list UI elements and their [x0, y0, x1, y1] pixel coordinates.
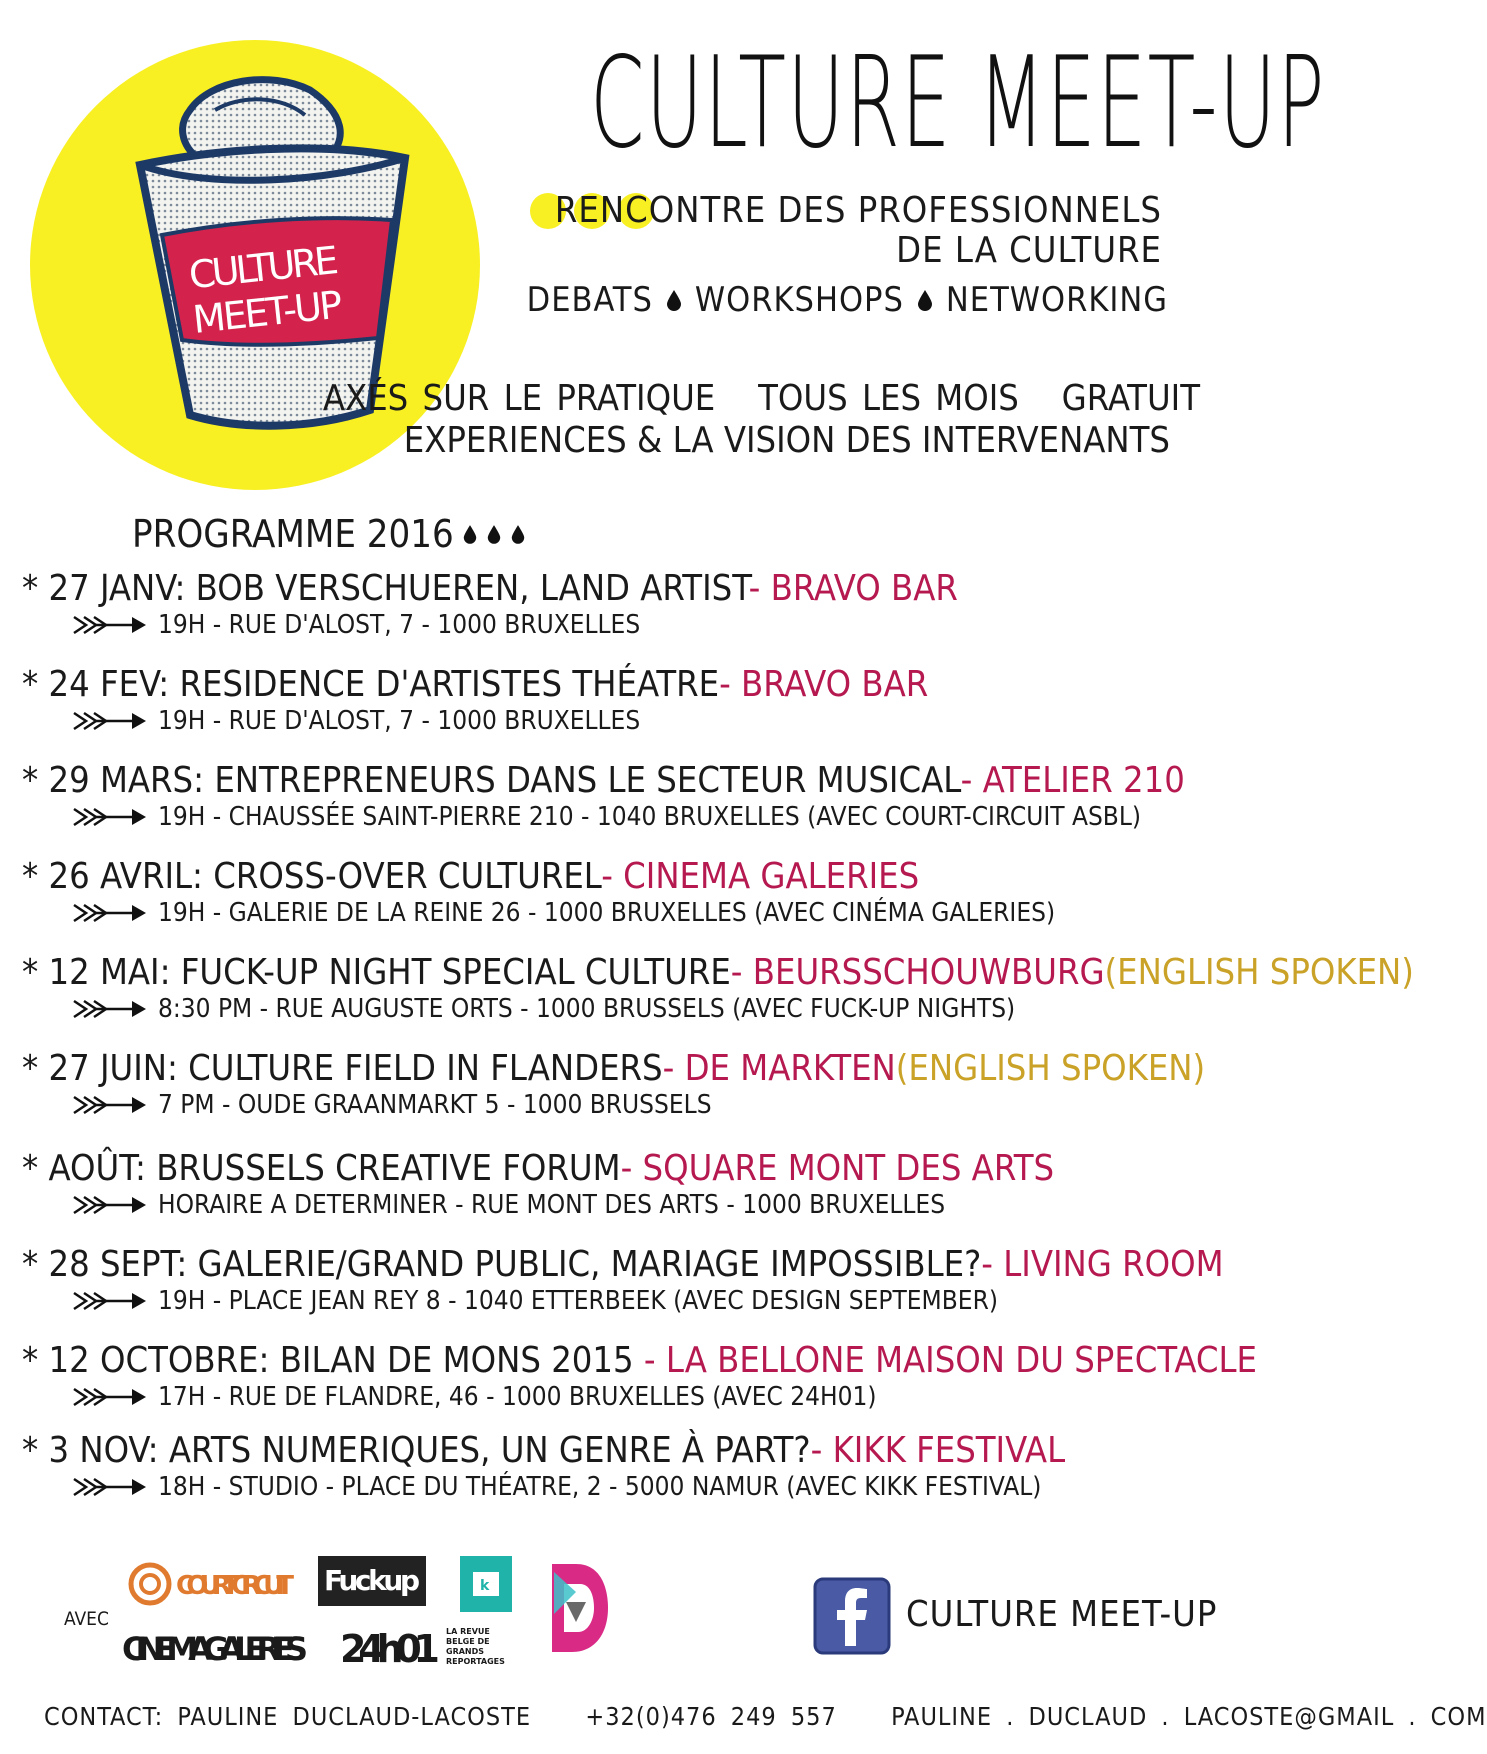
event-venue: - BRAVO BAR: [719, 664, 929, 705]
facebook-page-label[interactable]: CULTURE MEET-UP: [906, 1594, 1218, 1635]
event-item: [22, 568, 1222, 640]
subtitle-line-2: DE LA CULTURE: [896, 230, 1162, 271]
event-language: (ENGLISH SPOKEN): [1104, 952, 1414, 993]
event-title: * 12 OCTOBRE: BILAN DE MONS 2015: [22, 1340, 644, 1381]
event-detail-row: [72, 1472, 1222, 1502]
event-item: [22, 760, 1222, 832]
partners-label: AVEC: [64, 1608, 109, 1630]
features-line-2: EXPERIENCES & LA VISION DES INTERVENANTS: [403, 420, 1170, 461]
pillar-debats: DEBATS: [526, 280, 653, 320]
event-details: 19H - RUE D'ALOST, 7 - 1000 BRUXELLES: [158, 610, 641, 640]
court-circuit-text: COURT CIRCUIT: [176, 1571, 294, 1601]
arrow-icon: [72, 1094, 148, 1116]
svg-text:BELGE DE: BELGE DE: [446, 1637, 490, 1646]
arrow-icon: [72, 1194, 148, 1216]
event-item: [22, 1244, 1222, 1316]
event-heading: [22, 1430, 1222, 1472]
event-title: * 28 SEPT: GALERIE/GRAND PUBLIC, MARIAGE IMPOSSIBLE?: [22, 1244, 982, 1285]
event-title: * AOÛT: BRUSSELS CREATIVE FORUM: [22, 1148, 621, 1189]
event-details: 8:30 PM - RUE AUGUSTE ORTS - 1000 BRUSSELS (AVEC FUCK-UP NIGHTS): [158, 994, 1016, 1024]
event-detail-row: [72, 1382, 1222, 1412]
event-venue: - KIKK FESTIVAL: [810, 1430, 1066, 1471]
event-details: 19H - PLACE JEAN REY 8 - 1040 ETTERBEEK (AVEC DESIGN SEPTEMBER): [158, 1286, 998, 1316]
event-details: 17H - RUE DE FLANDRE, 46 - 1000 BRUXELLES (AVEC 24H01): [158, 1382, 877, 1412]
arrow-icon: [72, 902, 148, 924]
event-heading: [22, 568, 1222, 610]
drop-icon: [510, 522, 526, 546]
event-item: [22, 1340, 1258, 1412]
event-details: 19H - GALERIE DE LA REINE 26 - 1000 BRUXELLES (AVEC CINÉMA GALERIES): [158, 898, 1056, 928]
svg-text:GRANDS: GRANDS: [446, 1647, 485, 1656]
svg-text:LA REVUE: LA REVUE: [446, 1627, 490, 1636]
event-venue: - LA BELLONE MAISON DU SPECTACLE: [643, 1340, 1258, 1381]
contact-email[interactable]: PAULINE . DUCLAUD . LACOSTE@GMAIL . COM: [891, 1702, 1487, 1731]
kikk-logo: [460, 1556, 512, 1612]
event-detail-row: [72, 994, 1222, 1024]
pillars: [527, 280, 1168, 320]
event-item: [22, 1048, 1222, 1120]
arrow-icon: [72, 710, 148, 732]
arrow-icon: [72, 1386, 148, 1408]
event-heading: [22, 664, 1222, 706]
event-heading: [22, 760, 1222, 802]
drop-icon: [916, 289, 934, 311]
event-heading: [22, 1048, 1222, 1090]
24h01-logo: [338, 1622, 508, 1674]
event-heading: [22, 1148, 1222, 1190]
cinema-galeries-text: CINEMAGALERIES: [122, 1630, 308, 1668]
arrow-icon: [72, 1476, 148, 1498]
event-item: [22, 952, 1414, 1024]
event-detail-row: [72, 1090, 1222, 1120]
event-venue: - CINEMA GALERIES: [601, 856, 920, 897]
event-title: * 24 FEV: RESIDENCE D'ARTISTES THÉATRE: [22, 664, 720, 705]
event-item: [22, 664, 1222, 736]
svg-text:REPORTAGES: REPORTAGES: [446, 1657, 505, 1666]
event-venue: - DE MARKTEN: [662, 1048, 896, 1089]
24h01-text: 24h01: [340, 1627, 440, 1671]
facebook-icon[interactable]: [812, 1576, 892, 1656]
event-detail-row: [72, 610, 1222, 640]
event-heading: [22, 952, 1414, 994]
contact-name: CONTACT: PAULINE DUCLAUD-LACOSTE: [44, 1702, 532, 1731]
programme-title: PROGRAMME 2016: [132, 512, 454, 556]
subtitle-line-1: RENCONTRE DES PROFESSIONNELS: [554, 190, 1162, 231]
event-venue: - BRAVO BAR: [748, 568, 958, 609]
arrow-icon: [72, 998, 148, 1020]
pillar-workshops: WORKSHOPS: [694, 280, 904, 320]
features-line-1: AXÉS SUR LE PRATIQUE TOUS LES MOIS GRATUIT: [322, 378, 1200, 419]
drop-icon: [665, 289, 683, 311]
event-heading: [22, 1340, 1258, 1382]
court-circuit-logo: [128, 1560, 298, 1610]
event-language: (ENGLISH SPOKEN): [895, 1048, 1206, 1089]
event-title: * 12 MAI: FUCK-UP NIGHT SPECIAL CULTURE: [22, 952, 731, 993]
event-details: 18H - STUDIO - PLACE DU THÉATRE, 2 - 5000 NAMUR (AVEC KIKK FESTIVAL): [158, 1472, 1042, 1502]
arrow-icon: [72, 614, 148, 636]
event-detail-row: [72, 706, 1222, 736]
event-item: [22, 856, 1222, 928]
page-title: CULTURE MEET-UP: [590, 29, 1326, 176]
event-heading: [22, 1244, 1222, 1286]
arrow-icon: [72, 806, 148, 828]
drop-icon: [462, 522, 478, 546]
event-item: [22, 1430, 1222, 1502]
event-venue: - SQUARE MONT DES ARTS: [620, 1148, 1055, 1189]
contact-phone[interactable]: +32(0)476 249 557: [585, 1702, 837, 1731]
fuckup-text: Fuckup: [324, 1564, 420, 1597]
event-details: 19H - CHAUSSÉE SAINT-PIERRE 210 - 1040 BRUXELLES (AVEC COURT-CIRCUIT ASBL): [158, 802, 1142, 832]
event-title: * 27 JANV: BOB VERSCHUEREN, LAND ARTIST: [22, 568, 749, 609]
event-details: 19H - RUE D'ALOST, 7 - 1000 BRUXELLES: [158, 706, 641, 736]
programme-heading: [132, 512, 526, 556]
event-detail-row: [72, 1286, 1222, 1316]
event-venue: - ATELIER 210: [960, 760, 1185, 801]
drop-icon: [486, 522, 502, 546]
event-details: HORAIRE A DETERMINER - RUE MONT DES ARTS - 1000 BRUXELLES: [158, 1190, 946, 1220]
arrow-icon: [72, 1290, 148, 1312]
event-detail-row: [72, 1190, 1222, 1220]
event-heading: [22, 856, 1222, 898]
contact-line: [44, 1702, 1487, 1731]
fuckup-logo: [318, 1556, 426, 1606]
cinema-galeries-logo: [120, 1626, 310, 1668]
event-details: 7 PM - OUDE GRAANMARKT 5 - 1000 BRUSSELS: [158, 1090, 712, 1120]
event-venue: - LIVING ROOM: [981, 1244, 1224, 1285]
cup-text-2: MEET-UP: [190, 282, 345, 342]
svg-text:k: k: [480, 1578, 490, 1594]
event-venue: - BEURSSCHOUWBURG: [730, 952, 1105, 993]
event-title: * 3 NOV: ARTS NUMERIQUES, UN GENRE À PART?: [22, 1430, 811, 1471]
pillar-networking: NETWORKING: [945, 280, 1168, 320]
event-title: * 29 MARS: ENTREPRENEURS DANS LE SECTEUR MUSICAL: [22, 760, 961, 801]
event-detail-row: [72, 898, 1222, 928]
event-title: * 26 AVRIL: CROSS-OVER CULTUREL: [22, 856, 602, 897]
cup-text-1: CULTURE: [186, 237, 341, 298]
d-logo: [546, 1562, 612, 1654]
event-item: [22, 1148, 1222, 1220]
event-detail-row: [72, 802, 1222, 832]
event-title: * 27 JUIN: CULTURE FIELD IN FLANDERS: [22, 1048, 663, 1089]
